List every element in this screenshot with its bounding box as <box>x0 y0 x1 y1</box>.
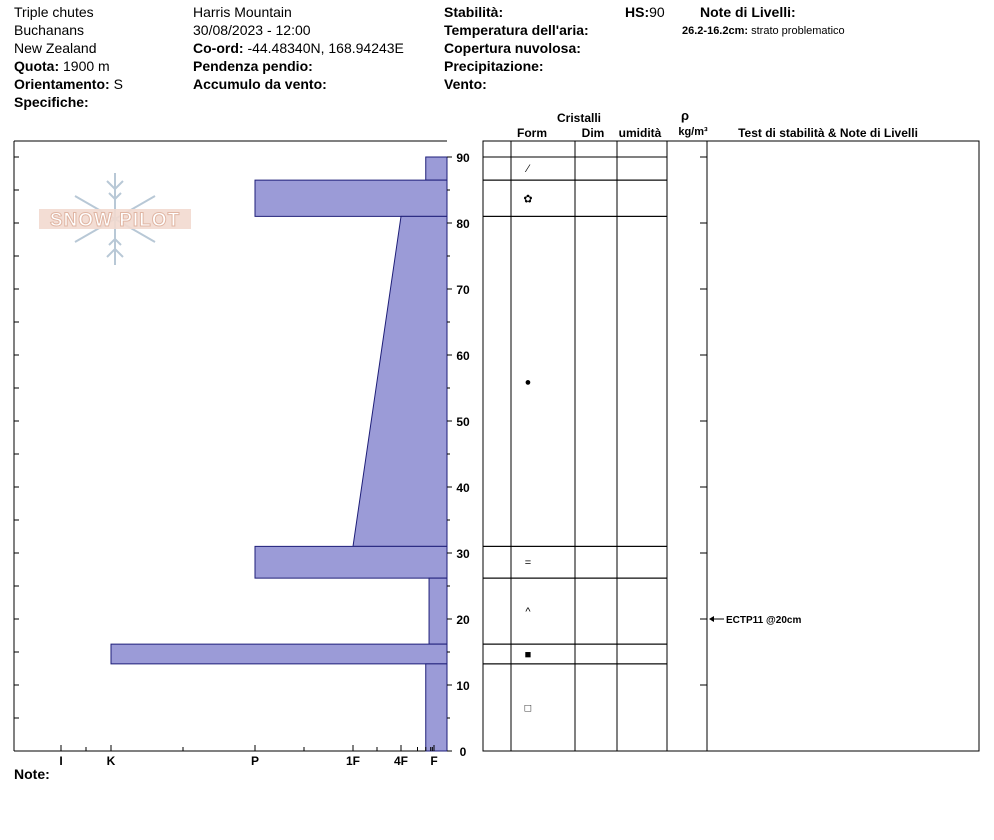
hardness-label-1F: 1F <box>345 754 361 768</box>
header-density-symbol: ρ <box>680 108 690 123</box>
location-name: Harris Mountain <box>193 4 292 20</box>
country-name: New Zealand <box>14 40 97 56</box>
spec-label: Specifiche: <box>14 94 89 110</box>
stability-label: Stabilità: <box>444 4 504 20</box>
cloud-label: Copertura nuvolosa: <box>444 40 581 56</box>
wind-label: Vento: <box>444 76 487 92</box>
quota-label: Quota: <box>14 58 60 74</box>
grain-symbol-0: ⁄ <box>527 163 529 176</box>
depth-label-20: 20 <box>456 613 470 627</box>
hardness-bar-4 <box>429 578 447 644</box>
slope-label: Pendenza pendio: <box>193 58 313 74</box>
header-moisture: umidità <box>618 126 662 140</box>
hardness-label-I: I <box>59 754 63 768</box>
aspect-label: Orientamento: <box>14 76 110 92</box>
footer-note-label: Note: <box>14 766 50 782</box>
left-ticks <box>14 157 19 751</box>
grain-symbol-1: ✿ <box>523 193 533 206</box>
test-label-0: ECTP11 @20cm <box>726 615 802 626</box>
depth-label-0: 0 <box>459 745 467 759</box>
grain-symbol-6: □ <box>524 702 532 715</box>
coord-label: Co-ord: <box>193 40 244 56</box>
depth-label-50: 50 <box>456 415 470 429</box>
coord-value: -44.48340N, 168.94243E <box>247 40 404 56</box>
stability-tests <box>709 615 801 626</box>
test-arrowhead-0 <box>709 616 714 622</box>
header-density-unit: kg/m³ <box>678 126 708 138</box>
wind-load-label: Accumulo da vento: <box>193 76 327 92</box>
quota-value: 1900 m <box>63 58 110 74</box>
hardness-bar-6 <box>426 664 447 751</box>
layer-table-frame <box>483 141 979 751</box>
grain-symbols <box>523 163 532 714</box>
hardness-bar-1 <box>255 180 447 216</box>
hardness-label-F: F <box>430 754 438 768</box>
depth-label-90: 90 <box>456 151 470 165</box>
header-crystals: Cristalli <box>556 111 602 125</box>
hardness-axis <box>59 745 437 768</box>
notes-title: Note di Livelli: <box>700 4 796 20</box>
header-tests: Test di stabilità & Note di Livelli <box>738 126 918 140</box>
hardness-bars <box>111 157 447 751</box>
hardness-bar-5 <box>111 644 447 664</box>
area-name: Buchanans <box>14 22 85 38</box>
site-name: Triple chutes <box>14 4 94 20</box>
hs-label: HS: <box>625 4 650 20</box>
grain-symbol-2: ● <box>524 376 532 389</box>
hardness-label-K: K <box>106 754 116 768</box>
notes-text: strato problematico <box>751 25 845 37</box>
depth-label-60: 60 <box>456 349 470 363</box>
hardness-bar-0 <box>426 157 447 180</box>
air-temp-label: Temperatura dell'aria: <box>444 22 589 38</box>
header-form: Form <box>517 126 547 140</box>
hardness-label-4F: 4F <box>393 754 409 768</box>
header-size: Dim <box>581 126 605 140</box>
depth-label-40: 40 <box>456 481 470 495</box>
hardness-label-P: P <box>250 754 260 768</box>
snowpilot-logo <box>39 173 191 265</box>
grain-symbol-3: = <box>524 557 532 570</box>
depth-axis <box>447 151 707 759</box>
grain-symbol-5: ■ <box>524 648 532 661</box>
depth-label-30: 30 <box>456 547 470 561</box>
precip-label: Precipitazione: <box>444 58 544 74</box>
aspect-value: S <box>113 76 123 92</box>
datetime: 30/08/2023 - 12:00 <box>193 22 311 38</box>
logo-text: SNOW PILOT <box>49 210 181 231</box>
hardness-bar-3 <box>255 546 447 578</box>
hardness-bar-2 <box>353 216 447 546</box>
hs-value: 90 <box>649 4 665 20</box>
notes-range: 26.2-16.2cm: <box>682 25 749 37</box>
depth-label-80: 80 <box>456 217 470 231</box>
depth-label-10: 10 <box>456 679 470 693</box>
grain-symbol-4: ^ <box>525 606 531 619</box>
depth-label-70: 70 <box>456 283 470 297</box>
